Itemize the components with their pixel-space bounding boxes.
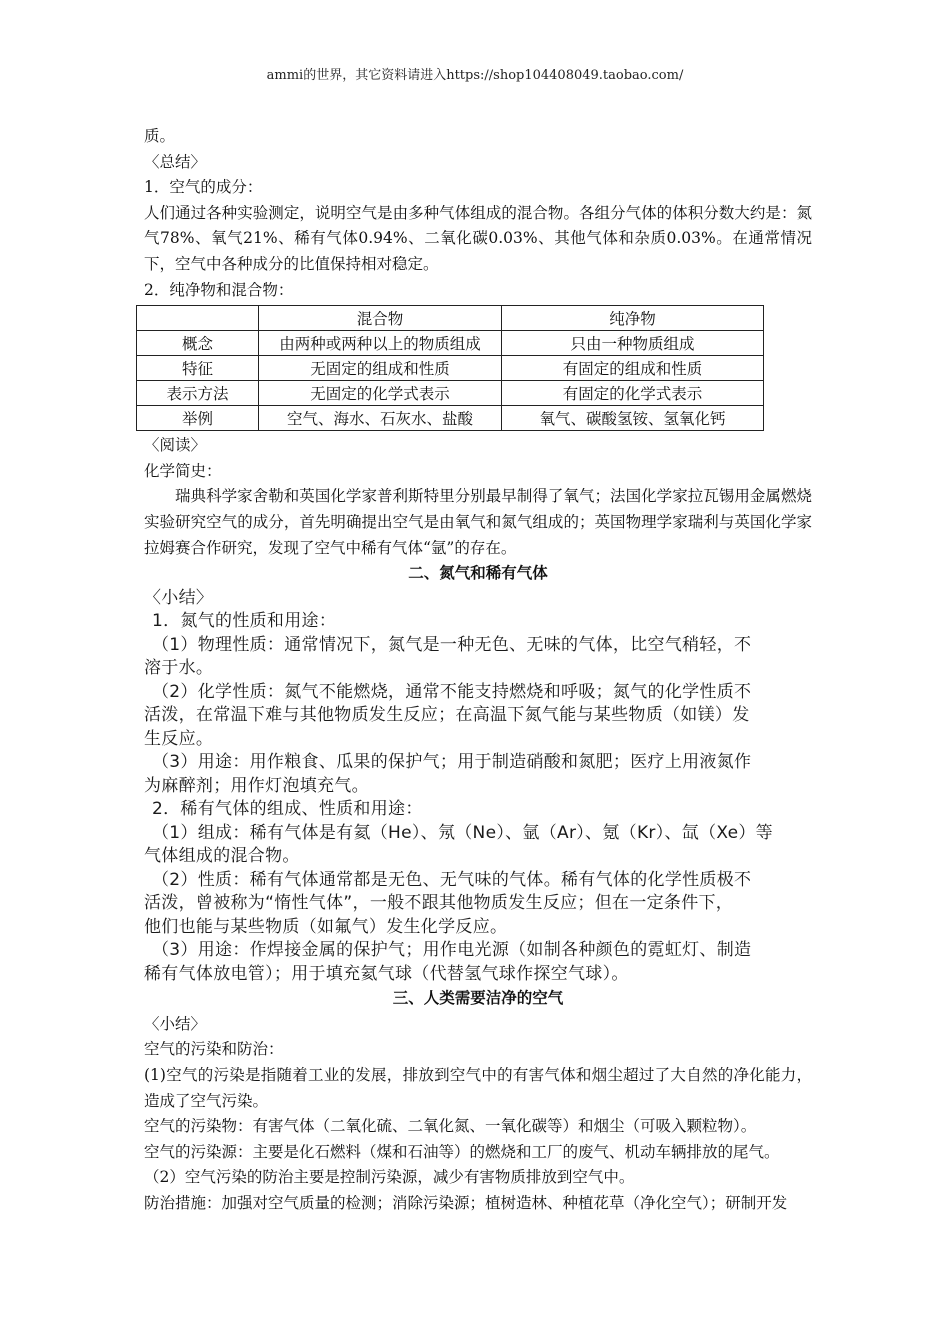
comparison-table (136, 305, 764, 431)
table-row (137, 381, 764, 406)
noble-gas-uses: （3）用途：作焊接金属的保护气；用作电光源（如制各种颜色的霓虹灯、制造 (152, 940, 752, 961)
noble-gas-properties-cont: 活泼，曾被称为“惰性气体”，一般不跟其他物质发生反应；但在一定条件下， (144, 893, 734, 914)
table-cell: 氧气、碳酸氢铵、氢氧化钙 (502, 406, 764, 431)
noble-gas-composition-cont: 气体组成的混合物。 (144, 846, 300, 867)
nitrogen-chemical-cont: 生反应。 (144, 728, 214, 749)
nitrogen-title: 1．氮气的性质和用途： (152, 611, 337, 632)
table-cell: 无固定的组成和性质 (259, 356, 502, 381)
section-heading-clean-air: 三、人类需要洁净的空气 (392, 989, 564, 1008)
table-header-cell: 混合物 (259, 306, 502, 331)
pollution-control: （2）空气污染的防治主要是控制污染源，减少有害物质排放到空气中。 (144, 1168, 635, 1187)
reading-text: 瑞典科学家舍勒和英国化学家普利斯特里分别最早制得了氧气；法国化学家拉瓦锡用金属燃烧实验研究空气的成分，首先明确提出空气是由氧气和氮气组成的；英国物理学家瑞利与英国化学家拉姆赛合作研究，发现了空气中稀有气体“氩”的存在。 (144, 487, 812, 557)
pollution-definition: (1)空气的污染是指随着工业的发展，排放到空气中的有害气体和烟尘超过了大自然的净化能力，造成了空气污染。 (144, 1066, 812, 1110)
nitrogen-chemical-cont: 活泼，在常温下难与其他物质发生反应；在高温下氮气能与某些物质（如镁）发 (144, 705, 750, 726)
table-cell: 无固定的化学式表示 (259, 381, 502, 406)
summary-tag: 〈小结〉 (144, 587, 214, 608)
table-header-cell (137, 306, 259, 331)
table-cell: 只由一种物质组成 (502, 331, 764, 356)
table-row (137, 356, 764, 381)
table-cell: 特征 (137, 356, 259, 381)
nitrogen-uses-cont: 为麻醉剂；用作灯泡填充气。 (144, 775, 369, 796)
air-composition-text: 人们通过各种实验测定，说明空气是由多种气体组成的混合物。各组分气体的体积分数大约是：氮气78%、氧气21%、稀有气体0.94%、二氧化碳0.03%、其他气体和杂质0.03%。在通常情况下，空气中各种成分的比值保持相对稳定。 (144, 203, 812, 273)
noble-gas-properties: （2）性质：稀有气体通常都是无色、无气味的气体。稀有气体的化学性质极不 (152, 869, 752, 890)
table-cell: 有固定的化学式表示 (502, 381, 764, 406)
summary-tag: 〈小结〉 (144, 1014, 207, 1033)
table-cell: 表示方法 (137, 381, 259, 406)
nitrogen-uses: （3）用途：用作粮食、瓜果的保护气；用于制造硝酸和氮肥；医疗上用液氮作 (152, 752, 752, 773)
page-header: ammi的世界，其它资料请进入https://shop104408049.taobao.com/ (266, 68, 684, 83)
table-row (137, 406, 764, 431)
reading-tag: 〈阅读〉 (144, 436, 207, 455)
intro-fragment: 质。 (144, 127, 176, 145)
nitrogen-physical-cont: 溶于水。 (144, 658, 214, 679)
pollutants: 空气的污染物：有害气体（二氧化硫、二氧化氮、一氧化碳等）和烟尘（可吸入颗粒物）。 (144, 1117, 757, 1136)
table-cell: 有固定的组成和性质 (502, 356, 764, 381)
nitrogen-chemical: （2）化学性质：氮气不能燃烧，通常不能支持燃烧和呼吸；氮气的化学性质不 (152, 681, 752, 702)
table-cell: 概念 (137, 331, 259, 356)
section-heading-nitrogen: 二、氮气和稀有气体 (408, 564, 548, 583)
table-header-cell: 纯净物 (502, 306, 764, 331)
prevention-measures: 防治措施：加强对空气质量的检测；消除污染源；植树造林、种植花草（净化空气）；研制开发 (144, 1193, 788, 1212)
noble-gas-title: 2．稀有气体的组成、性质和用途： (152, 799, 423, 820)
nitrogen-physical: （1）物理性质：通常情况下，氮气是一种无色、无味的气体，比空气稍轻，不 (152, 634, 752, 655)
pollution-title: 空气的污染和防治： (144, 1040, 284, 1059)
air-composition-title: 1．空气的成分： (144, 178, 263, 197)
document-body (144, 124, 812, 1217)
pollution-sources: 空气的污染源：主要是化石燃料（煤和石油等）的燃烧和工厂的废气、机动车辆排放的尾气。 (144, 1142, 780, 1161)
pure-mixture-title: 2．纯净物和混合物： (144, 280, 294, 299)
table-header-row (137, 306, 764, 331)
summary-tag: 〈总结〉 (144, 152, 207, 171)
noble-gas-uses-cont: 稀有气体放电管）；用于填充氦气球（代替氢气球作探空气球）。 (144, 963, 629, 984)
noble-gas-properties-cont: 他们也能与某些物质（如氟气）发生化学反应。 (144, 916, 508, 937)
nitrogen-summary-block (144, 587, 812, 987)
table-cell: 空气、海水、石灰水、盐酸 (259, 406, 502, 431)
reading-title: 化学简史： (144, 461, 222, 480)
noble-gas-composition: （1）组成：稀有气体是有氦（He）、氖（Ne）、氩（Ar）、氪（Kr）、氙（Xe）等 (152, 822, 773, 843)
table-row (137, 331, 764, 356)
table-cell: 举例 (137, 406, 259, 431)
table-cell: 由两种或两种以上的物质组成 (259, 331, 502, 356)
